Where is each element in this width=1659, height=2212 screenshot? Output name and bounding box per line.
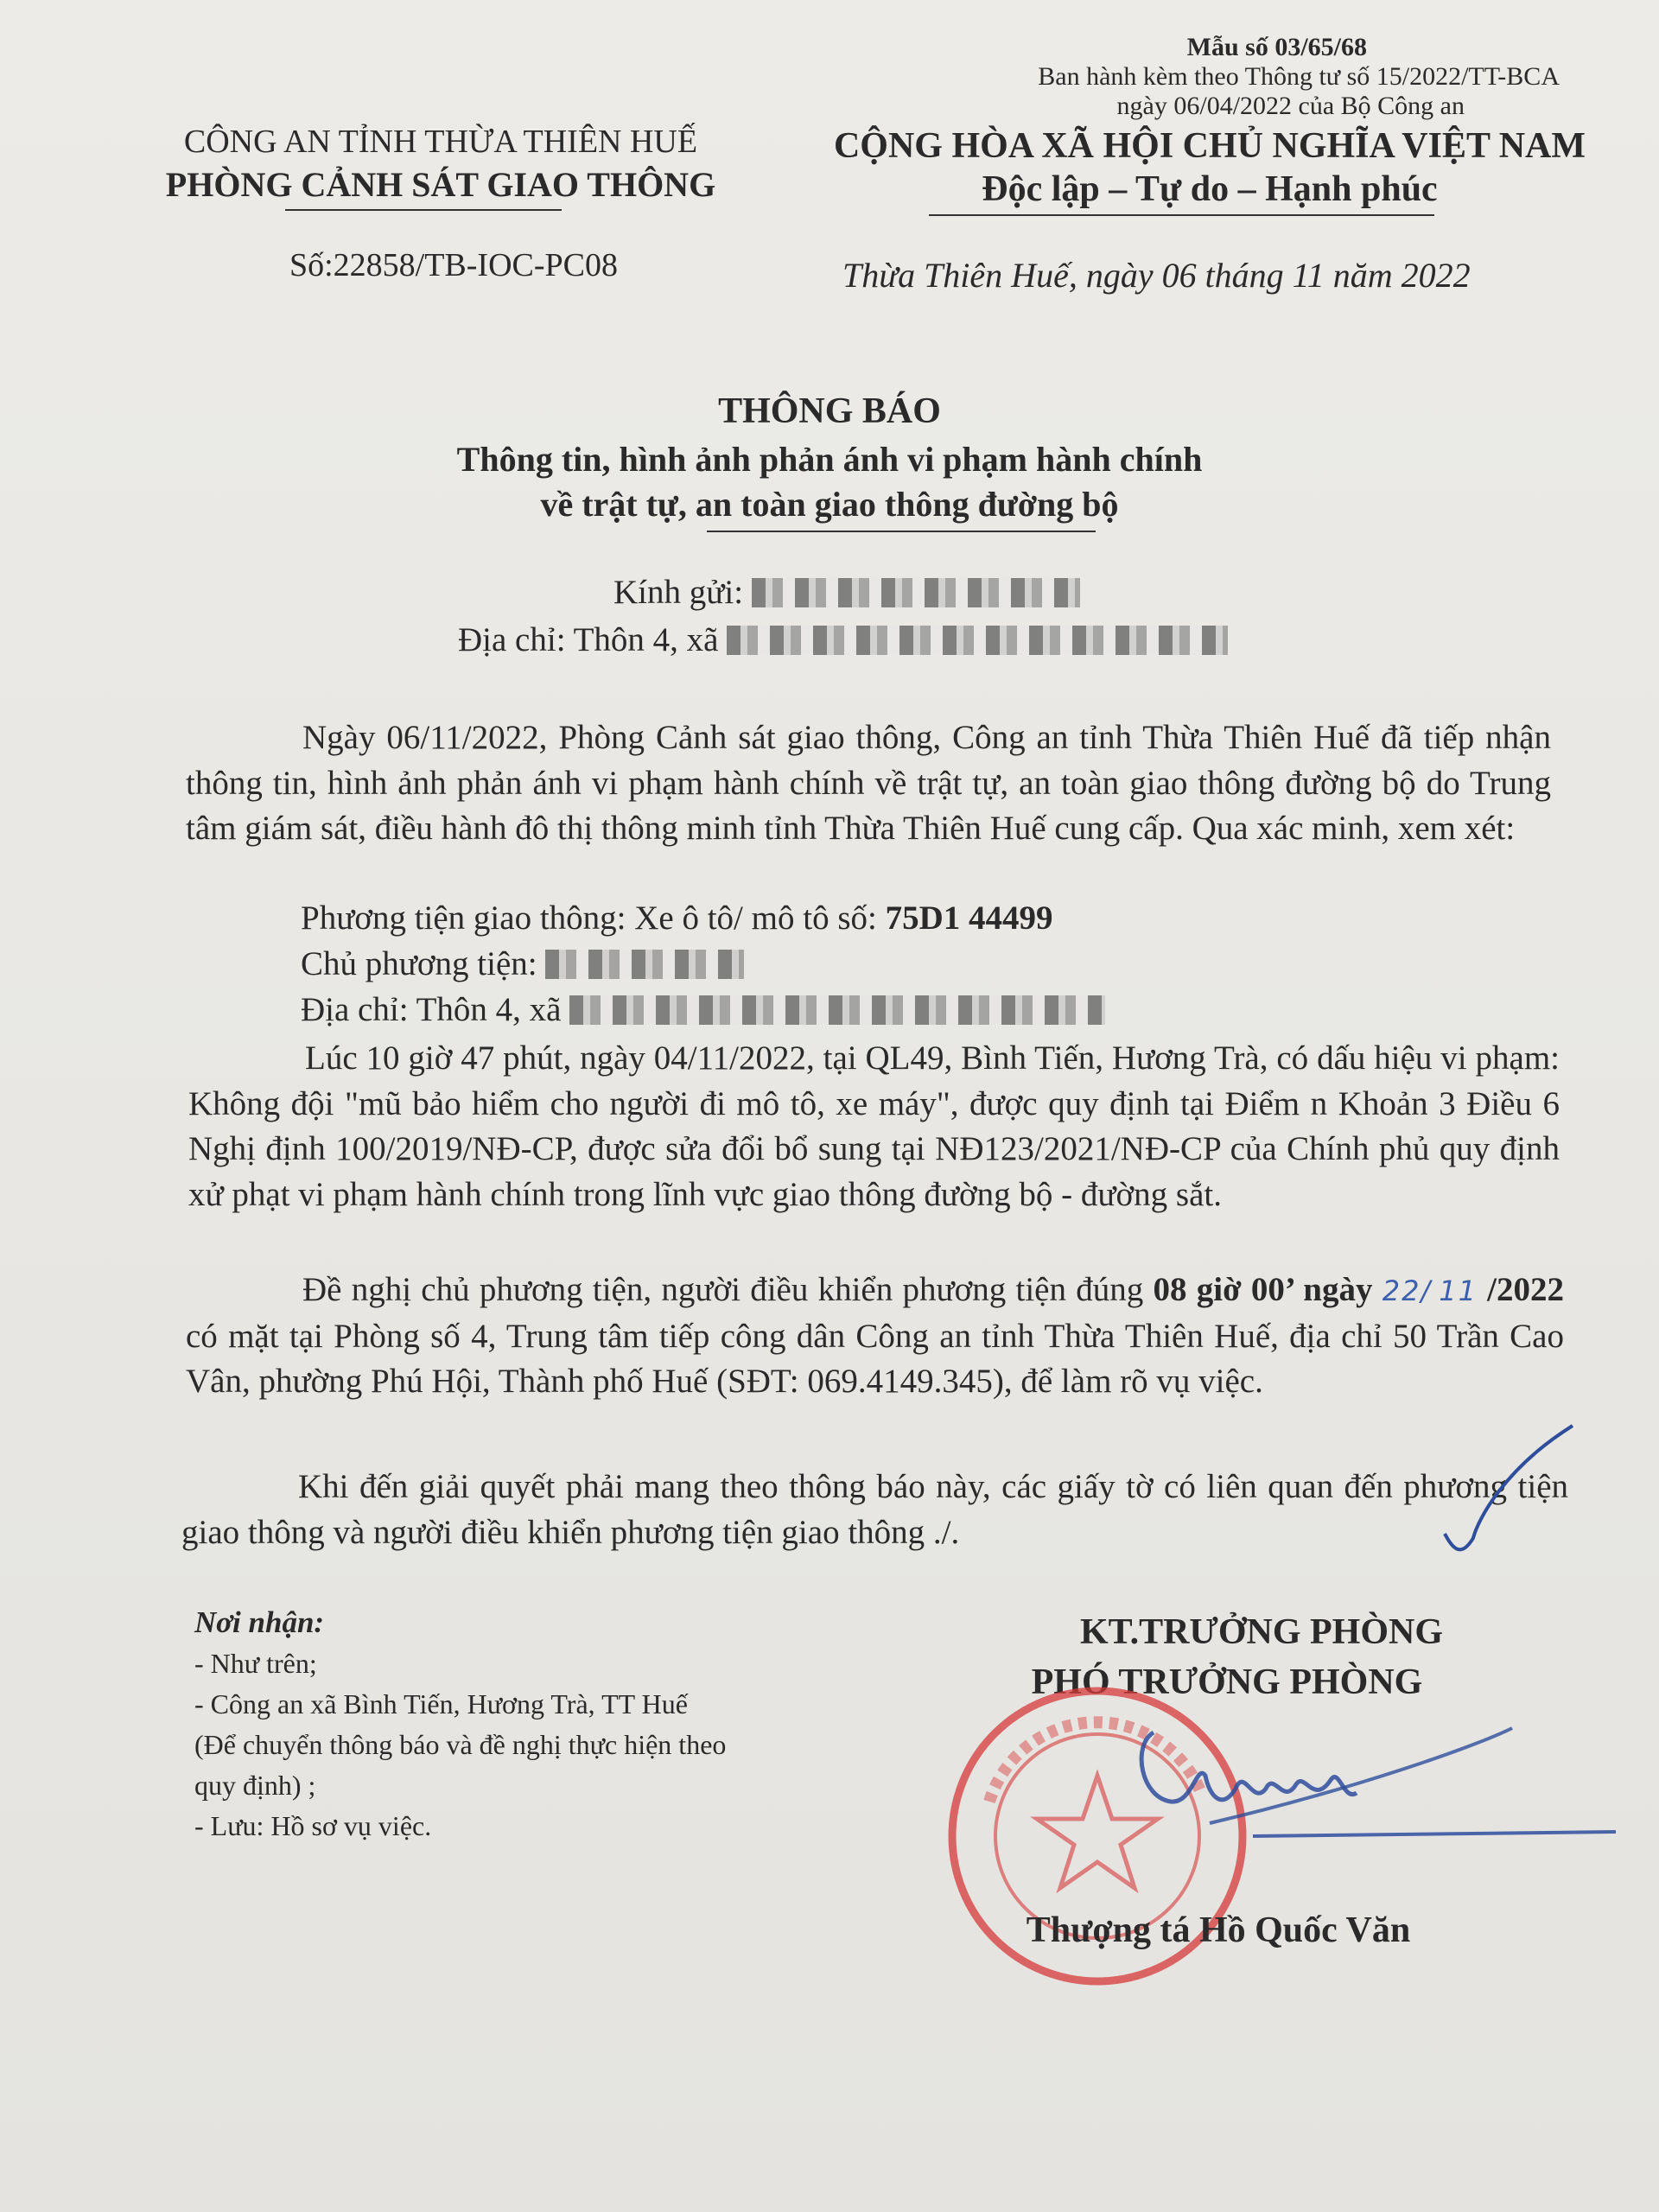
receiver-item-5: - Lưu: Hồ sơ vụ việc.	[194, 1810, 432, 1841]
recipient-line	[613, 573, 1080, 612]
redacted-recipient-address	[727, 626, 1228, 655]
place-date: Thừa Thiên Huế, ngày 06 tháng 11 năm 2022	[842, 256, 1471, 295]
handwritten-signature	[994, 1694, 1624, 1866]
document-subtitle-2: về trật tự, an toàn giao thông đường bộ	[540, 485, 1119, 524]
vehicle-line	[301, 899, 1053, 938]
receiver-item-1: - Như trên;	[194, 1648, 317, 1679]
recipient-address-line	[458, 620, 1228, 659]
vehicle-label: Phương tiện giao thông: Xe ô tô/ mô tô số:	[301, 899, 886, 937]
recipient-label: Kính gửi:	[613, 574, 752, 611]
owner-line	[301, 944, 744, 983]
violation-paragraph: Lúc 10 giờ 47 phút, ngày 04/11/2022, tại QL49, Bình Tiến, Hương Trà, có dấu hiệu vi phạm: Không đội "mũ bảo hiểm cho người đi mô tô, xe máy", được quy định tại Điểm n Khoản 3 Điều 6 Nghị định 100/2019/NĐ-CP, được sửa đổi bổ sung tại NĐ123/2021/NĐ-CP của Chính phủ quy định xử phạt vi phạm hành chính trong lĩnh vực giao thông đường bộ - đường sắt.	[188, 1039, 1560, 1213]
owner-address-label: Địa chỉ: Thôn 4, xã	[301, 991, 570, 1028]
recipient-address-label: Địa chỉ: Thôn 4, xã	[458, 621, 728, 658]
handwritten-month: 11	[1439, 1274, 1478, 1307]
redacted-owner-name	[545, 950, 744, 979]
document-title: THÔNG BÁO	[718, 391, 941, 431]
receiver-item-4: quy định) ;	[194, 1770, 316, 1801]
owner-address-line	[301, 990, 1105, 1029]
redacted-recipient-name	[752, 578, 1080, 607]
form-issued-line-2: ngày 06/04/2022 của Bộ Công an	[1116, 92, 1465, 120]
receiver-item-3: (Để chuyển thông báo và đề nghị thực hiện theo	[194, 1729, 727, 1760]
body-paragraph-3	[186, 1268, 1564, 1405]
check-mark-annotation	[1434, 1417, 1581, 1564]
agency-name: PHÒNG CẢNH SÁT GIAO THÔNG	[165, 165, 716, 204]
agency-underline	[285, 209, 562, 211]
document-number: Số:22858/TB-IOC-PC08	[289, 247, 619, 283]
receiver-item-2: - Công an xã Bình Tiến, Hương Trà, TT Huế	[194, 1688, 688, 1719]
summons-text-start: Đề nghị chủ phương tiện, người điều khiển phương tiện đúng	[302, 1271, 1154, 1308]
signer-name: Thượng tá Hồ Quốc Văn	[1026, 1910, 1411, 1950]
signature-title-1: KT.TRƯỞNG PHÒNG	[1080, 1612, 1443, 1652]
closing-paragraph: Khi đến giải quyết phải mang theo thông báo này, các giấy tờ có liên quan đến phương tiện giao thông và người điều khiển phương tiện giao thông ./.	[181, 1468, 1568, 1551]
nation-title: CỘNG HÒA XÃ HỘI CHỦ NGHĨA VIỆT NAM	[833, 126, 1586, 166]
body-paragraph-1	[186, 715, 1560, 852]
agency-parent: CÔNG AN TỈNH THỪA THIÊN HUẾ	[183, 124, 698, 160]
body-paragraph-4	[181, 1465, 1568, 1555]
motto-underline	[929, 214, 1434, 216]
vehicle-plate: 75D1 44499	[885, 899, 1053, 937]
intro-paragraph: Ngày 06/11/2022, Phòng Cảnh sát giao thông, Công an tỉnh Thừa Thiên Huế đã tiếp nhận thông tin, hình ảnh phản ánh vi phạm hành chính về trật tự, an toàn giao thông đường bộ do Trung tâm giám sát, điều hành đô thị thông minh tỉnh Thừa Thiên Huế cung cấp. Qua xác minh, xem xét:	[186, 719, 1551, 847]
receivers-label: Nơi nhận:	[194, 1605, 325, 1639]
summons-paragraph	[186, 1268, 1564, 1405]
form-number: Mẫu số 03/65/68	[1186, 33, 1367, 61]
summons-text-end: có mặt tại Phòng số 4, Trung tâm tiếp công dân Công an tỉnh Thừa Thiên Huế, địa chỉ 50 Trần Cao Vân, phường Phú Hội, Thành phố Huế (SĐT: 069.4149.345), để làm rõ vụ việc.	[186, 1317, 1564, 1400]
body-paragraph-2	[188, 1036, 1560, 1217]
handwritten-slash: /	[1421, 1274, 1433, 1307]
handwritten-day: 22	[1382, 1274, 1421, 1307]
redacted-owner-address	[569, 995, 1105, 1025]
document-subtitle-1: Thông tin, hình ảnh phản ánh vi phạm hành chính	[456, 440, 1203, 479]
owner-label: Chủ phương tiện:	[301, 945, 546, 982]
title-underline	[707, 531, 1096, 532]
summons-time: 08 giờ 00’ ngày	[1153, 1271, 1382, 1308]
summons-year: /2022	[1477, 1271, 1565, 1308]
motto: Độc lập – Tự do – Hạnh phúc	[982, 169, 1438, 209]
signature-title-2: PHÓ TRƯỞNG PHÒNG	[1031, 1662, 1423, 1702]
form-issued-line-1: Ban hành kèm theo Thông tư số 15/2022/TT-BCA	[1038, 62, 1560, 91]
